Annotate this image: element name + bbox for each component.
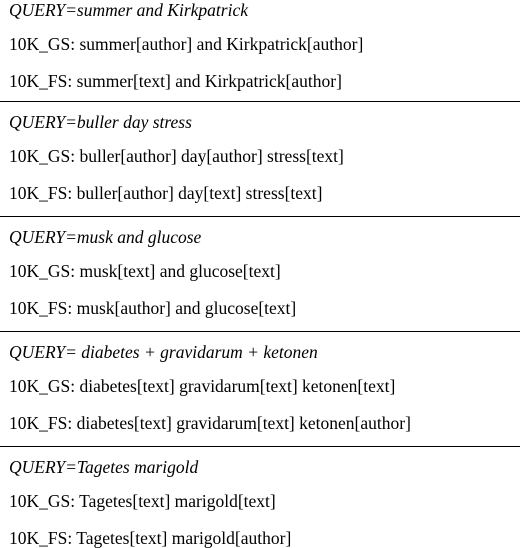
fs-result: 10K_FS: musk[author] and glucose[text] <box>9 298 297 318</box>
query-block-3 <box>0 217 520 332</box>
gs-result: 10K_GS: buller[author] day[author] stress[text] <box>9 146 344 166</box>
query-block-5 <box>0 447 520 546</box>
fs-result: 10K_FS: summer[text] and Kirkpatrick[author] <box>9 71 342 91</box>
query-label: QUERY= <box>9 342 77 362</box>
query-heading <box>9 0 520 20</box>
query-text: summer and Kirkpatrick <box>76 0 248 20</box>
fs-result: 10K_FS: Tagetes[text] marigold[author] <box>9 528 292 548</box>
query-label: QUERY= <box>9 457 77 477</box>
query-heading <box>9 102 520 132</box>
query-heading <box>9 332 520 362</box>
gs-result: 10K_GS: summer[author] and Kirkpatrick[author] <box>9 34 364 54</box>
query-text: buller day stress <box>76 112 192 132</box>
query-text: diabetes + gravidarum + ketonen <box>76 342 318 362</box>
query-text: Tagetes marigold <box>76 457 199 477</box>
query-block-2 <box>0 102 520 217</box>
query-block-4 <box>0 332 520 447</box>
query-heading <box>9 447 520 477</box>
query-text: musk and glucose <box>76 227 202 247</box>
query-label: QUERY= <box>9 0 77 20</box>
gs-result: 10K_GS: musk[text] and glucose[text] <box>9 261 281 281</box>
query-label: QUERY= <box>9 227 77 247</box>
fs-result: 10K_FS: buller[author] day[text] stress[text] <box>9 183 323 203</box>
fs-result: 10K_FS: diabetes[text] gravidarum[text] ketonen[author] <box>9 413 411 433</box>
query-heading <box>9 217 520 247</box>
query-label: QUERY= <box>9 112 77 132</box>
gs-result: 10K_GS: Tagetes[text] marigold[text] <box>9 491 276 511</box>
query-block-1 <box>0 0 520 102</box>
gs-result: 10K_GS: diabetes[text] gravidarum[text] ketonen[text] <box>9 376 396 396</box>
